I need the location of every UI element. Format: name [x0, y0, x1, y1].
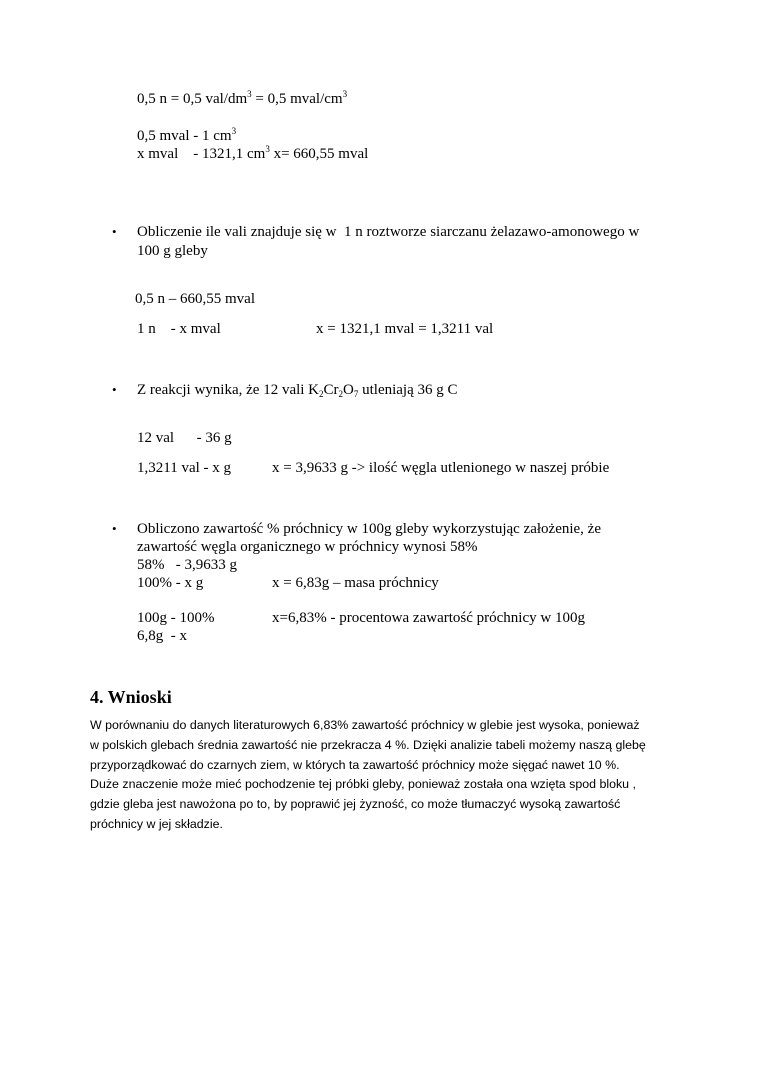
calc-line-3-part-a: x mval - 1321,1 cm [137, 146, 266, 162]
bullet-3-row-2-right: x = 6,83g – masa próchnicy [272, 575, 439, 591]
bullet-1-text-line-2: 100 g gleby [137, 243, 208, 259]
calc-line-3-part-b: x= 660,55 mval [269, 146, 369, 162]
section-heading: 4. Wnioski [90, 687, 172, 707]
bullet-2-text-pre: Z reakcji wynika, że 12 vali K [137, 382, 320, 398]
bullet-icon: • [112, 382, 117, 397]
bullet-2-text-mid-1: Cr [323, 382, 339, 398]
calc-line-3 [137, 145, 368, 163]
bullet-1-text-line-1: Obliczenie ile vali znajduje się w 1 n roztworze siarczanu żelazawo-amonowego w [137, 224, 640, 240]
paragraph-line: w polskich glebach średnia zawartość nie przekracza 4 %. Dzięki analizie tabeli możemy naszą glebę [90, 737, 646, 752]
bullet-3-row-4: 6,8g - x [137, 628, 187, 644]
bullet-3-row-3-left: 100g - 100% [137, 610, 215, 626]
bullet-icon: • [112, 521, 117, 536]
bullet-icon: • [112, 224, 117, 239]
calc-line-1-part-a: 0,5 n = 0,5 val/dm [137, 91, 248, 107]
bullet-3-row-1: 58% - 3,9633 g [137, 557, 237, 573]
bullet-3-row-3-right: x=6,83% - procentowa zawartość próchnicy w 100g [272, 610, 585, 626]
paragraph-line: próchnicy w jej składzie. [90, 816, 223, 831]
bullet-2-row-2-right: x = 3,9633 g -> ilość węgla utlenionego w naszej próbie [272, 460, 610, 476]
paragraph-line: przyporządkować do czarnych ziem, w których ta zawartość próchnicy może sięgać nawet 10 %. [90, 757, 620, 772]
conclusions-paragraph [90, 716, 670, 835]
bullet-2-text-post: utleniają 36 g C [358, 382, 458, 398]
subscript: 7 [353, 389, 359, 399]
calc-line-1 [137, 90, 347, 108]
calc-line-1-part-b: = 0,5 mval/cm [251, 91, 343, 107]
paragraph-line: W porównaniu do danych literaturowych 6,83% zawartość próchnicy w glebie jest wysoka, ponieważ [90, 718, 640, 732]
bullet-2-row-1: 12 val - 36 g [137, 430, 232, 446]
paragraph-line: gdzie gleba jest nawożona po to, by poprawić jej żyzność, co może tłumaczyć wysoką zawartość [90, 797, 621, 812]
superscript: 3 [231, 126, 237, 136]
bullet-3-text-line-2: zawartość węgla organicznego w próchnicy wynosi 58% [137, 539, 478, 555]
bullet-1-row-2-left: 1 n - x mval [137, 321, 221, 337]
calc-line-2-part-a: 0,5 mval - 1 cm [137, 128, 232, 144]
subscript: 2 [338, 389, 344, 399]
superscript: 3 [247, 89, 252, 99]
calc-line-2 [137, 127, 236, 145]
bullet-2-text-mid-2: O [343, 382, 354, 398]
bullet-2-row-2-left: 1,3211 val - x g [137, 460, 232, 476]
bullet-1-row-1: 0,5 n – 660,55 mval [135, 291, 255, 307]
superscript: 3 [265, 144, 270, 154]
subscript: 2 [319, 389, 324, 399]
bullet-3-row-2-left: 100% - x g [137, 575, 204, 591]
bullet-2-text [137, 381, 458, 399]
bullet-3-text-line-1: Obliczono zawartość % próchnicy w 100g gleby wykorzystując założenie, że [137, 521, 601, 537]
superscript: 3 [342, 89, 348, 99]
bullet-1-row-2-right: x = 1321,1 mval = 1,3211 val [316, 321, 494, 337]
paragraph-line: Duże znaczenie może mieć pochodzenie tej próbki gleby, ponieważ została ona wzięta spod bloku , [90, 777, 636, 792]
